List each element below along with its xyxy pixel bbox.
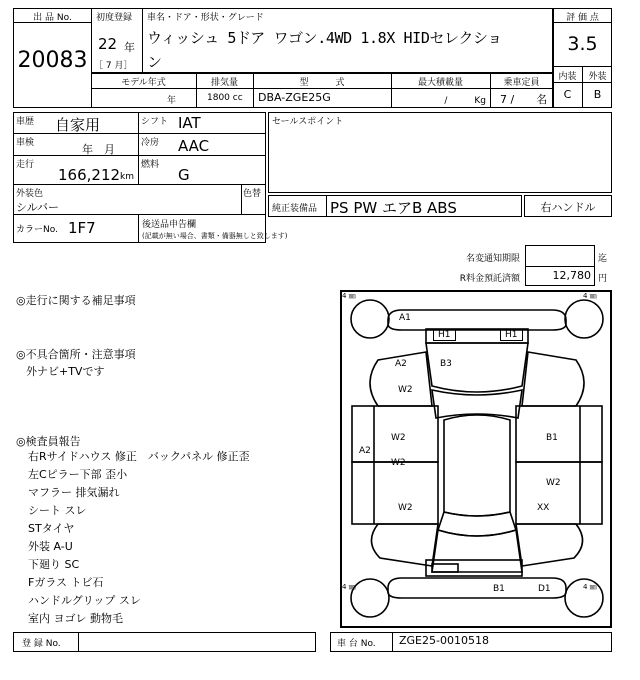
car-diagram: [340, 290, 612, 628]
color-no: 1F7: [68, 219, 96, 237]
damage-mark: A2: [395, 359, 407, 369]
tire-depth-label: 4 ㎜: [583, 583, 597, 591]
model-year-label: モデル年式: [121, 78, 166, 88]
rear-door-left: [352, 462, 438, 524]
roof: [444, 415, 510, 516]
inspector-item: 外装 A-U: [28, 540, 73, 553]
steering: 右ハンドル: [540, 201, 596, 214]
inspector-item: 室内 ヨゴレ 動物毛: [28, 612, 123, 625]
lot-number: 20083: [17, 48, 88, 73]
recycle-unit: 円: [598, 274, 608, 284]
score-value: 3.5: [567, 33, 598, 55]
exterior-color: シルバー: [16, 201, 59, 214]
driving-notes-title: ◎走行に関する補足事項: [16, 294, 136, 307]
damage-mark: A1: [399, 313, 411, 323]
rear-fender-right: [516, 524, 583, 566]
color-change-label: 色替: [243, 189, 262, 199]
color-no-label: カラーNo.: [16, 225, 58, 235]
shift-label: シフト: [141, 117, 169, 127]
first-reg-month: ［ 7 月］: [94, 61, 133, 71]
shift: IAT: [178, 114, 201, 132]
name-change-unit: 迄: [598, 254, 608, 264]
capacity: 7 / 名: [500, 93, 548, 106]
front-door-right: [516, 406, 602, 462]
fuel: G: [178, 166, 190, 184]
tire-depth-label: 4 ㎜: [342, 583, 356, 591]
car-name-line1: ウィッシュ 5ドア ワゴン.4WD 1.8X HIDセレクショ: [147, 29, 502, 47]
name-change-label: 名変通知期限: [465, 254, 520, 264]
model-code: DBA-ZGE25G: [258, 91, 331, 104]
max-load: / Kg: [444, 96, 486, 106]
ac: AAC: [178, 137, 210, 155]
reg-no-label: 登 録 No.: [22, 639, 61, 649]
exterior-label: 外装: [588, 72, 607, 82]
lot-label: 出 品 No.: [33, 13, 72, 23]
damage-mark: H1: [500, 329, 523, 341]
exterior-color-label: 外装色: [16, 189, 44, 199]
back-door: [432, 530, 522, 572]
inspector-item: 下廻り SC: [28, 558, 80, 571]
model-year-unit: 年: [167, 96, 177, 106]
damage-mark: H1: [433, 329, 456, 341]
damage-mark: A2: [359, 446, 371, 456]
defects-title: ◎不具合箇所・注意事項: [16, 348, 136, 361]
inspector-item: 左Cピラー下部 歪小: [28, 468, 128, 481]
damage-mark: B1: [493, 584, 505, 594]
damage-mark: W2: [391, 433, 406, 443]
tire-rear-left: [351, 579, 389, 617]
capacity-label: 乗車定員: [503, 78, 540, 88]
damage-mark: D1: [538, 584, 551, 594]
inspector-item: STタイヤ: [28, 522, 75, 535]
declaration-note: (記載が無い場合、書類・備器無しと致します): [142, 232, 288, 240]
damage-mark: W2: [398, 503, 413, 513]
tire-depth-label: 4 ㎜: [342, 292, 356, 300]
tire-depth-label: 4 ㎜: [583, 292, 597, 300]
history-label: 車歴: [16, 117, 35, 127]
damage-mark: B3: [440, 359, 452, 369]
damage-mark: W2: [546, 478, 561, 488]
history: 自家用: [55, 116, 101, 134]
first-reg-label: 初度登録: [96, 13, 133, 23]
declaration-label: 後送品申告欄: [142, 220, 197, 230]
interior-label: 内装: [558, 72, 577, 82]
equipment: PS PW エアB ABS: [330, 199, 457, 217]
front-fender-right: [522, 352, 584, 406]
chassis-no: ZGE25-0010518: [399, 634, 489, 647]
first-reg-year: 22: [98, 35, 118, 53]
mileage: 166,212: [58, 166, 121, 184]
inspector-item: マフラー 排気漏れ: [28, 486, 120, 499]
tire-front-right: [565, 300, 603, 338]
exterior-grade: B: [593, 88, 602, 101]
inspector-title: ◎検査員報告: [16, 435, 81, 448]
name-change-box: [525, 245, 595, 267]
score-label: 評 価 点: [566, 13, 599, 23]
inspector-item: 右Rサイドハウス 修正 バックパネル 修正歪: [28, 450, 250, 463]
inspector-item: シート スレ: [28, 504, 87, 517]
damage-mark: W2: [391, 458, 406, 468]
year-unit: 年: [124, 41, 135, 54]
inspection: 年 月: [82, 143, 115, 156]
equipment-label: 純正装備品: [272, 204, 318, 214]
sales-point-label: セールスポイント: [272, 117, 344, 127]
recycle-label: R料金預託済額: [459, 274, 520, 284]
tire-front-left: [351, 300, 389, 338]
car-name-label: 車名・ドア・形状・グレード: [147, 13, 264, 23]
inspector-item: ハンドルグリップ スレ: [28, 594, 141, 607]
ac-label: 冷房: [141, 138, 160, 148]
windshield: [432, 390, 522, 418]
mileage-unit: km: [120, 172, 134, 182]
damage-mark: W2: [398, 385, 413, 395]
recycle-fee: 12,780: [552, 269, 591, 282]
chassis-label: 車 台 No.: [337, 639, 376, 649]
displacement: 1800 cc: [207, 93, 243, 103]
model-code-label: 型 式: [299, 78, 345, 88]
inspection-label: 車検: [16, 138, 35, 148]
front-bumper: [388, 310, 566, 330]
interior-grade: C: [563, 88, 572, 101]
mileage-label: 走行: [16, 160, 35, 170]
rear-door-right: [516, 462, 602, 524]
defect-item: 外ナビ+TVです: [26, 365, 105, 378]
max-load-label: 最大積載量: [417, 78, 463, 88]
fuel-label: 燃料: [141, 160, 160, 170]
displacement-label: 排気量: [210, 78, 238, 88]
damage-mark: B1: [546, 433, 558, 443]
car-name-line2: ン: [147, 53, 163, 71]
damage-mark: XX: [537, 503, 550, 513]
inspector-item: Fガラス トビ石: [28, 576, 104, 589]
